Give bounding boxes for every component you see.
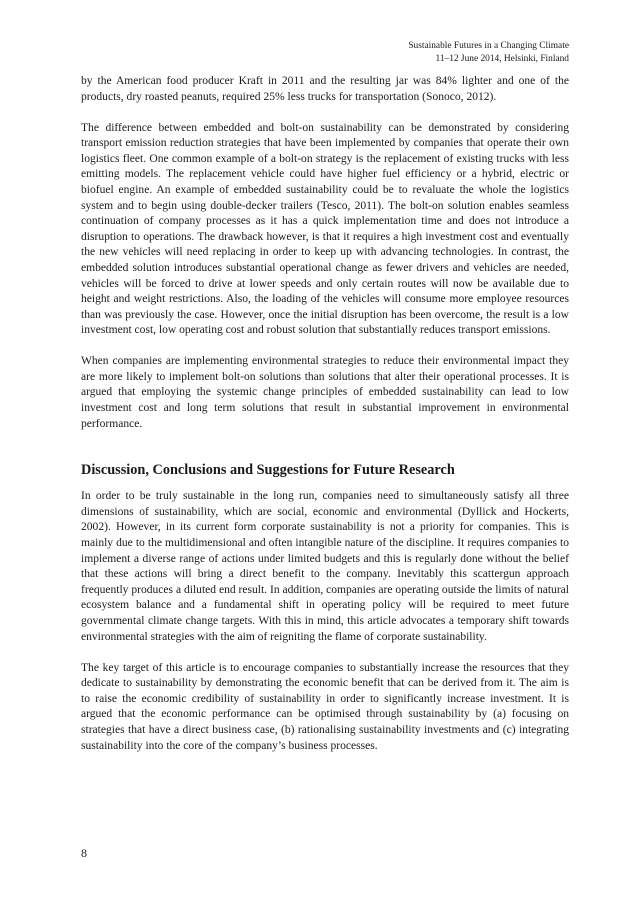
page-number: 8 xyxy=(81,846,87,860)
header-conference-title: Sustainable Futures in a Changing Climate xyxy=(408,41,569,51)
body-paragraph: The key target of this article is to encourage companies to substantially increase the resources that they dedicate to sustainability by demonstrating the economic benefit that can be derived from it. The aim is to raise the economic credibility of sustainability in order to significantly increase investment. It is argued that the economic performance can be optimised through sustainability by (a) focusing on strategies that have a direct business case, (b) rationalising sustainability investments and (c) integrating sustainability into the core of the company’s business processes. xyxy=(81,661,569,752)
body-paragraph: In order to be truly sustainable in the long run, companies need to simultaneously satisfy all three dimensions of sustainability, which are social, economic and environmental (Dyllick and Hockerts, 2002). However, in its current form corporate sustainability is not a priority for companies. This is mainly due to the multidimensional and often intangible nature of the discipline. It requires companies to implement a diverse range of actions under limited budgets and this is regularly done without the belief that these actions will bring a direct benefit to the company. Inevitably this scattergun approach frequently produces a diluted end result. In addition, companies are operating outside the limits of natural ecosystem balance and a fundamental shift in operating policy will be required to meet future governmental climate change targets. With this in mind, this article advocates a temporary shift towards environmental strategies with the aim of reigniting the flame of corporate sustainability. xyxy=(81,490,569,643)
body-paragraph: The difference between embedded and bolt-on sustainability can be demonstrated by considering transport emission reduction strategies that have been implemented by companies that operate their own logistics fleet. One common example of a bolt-on strategy is the replacement of existing trucks with less emitting models. The replacement vehicle could have higher fuel efficiency or a hybrid, electric or biofuel engine. An example of embedded sustainability could be to revaluate the whole the logistics system and to begin using double-decker trailers (Tesco, 2011). The bolt-on solution enables seamless continuation of company processes as it has a quick implementation time and does not introduce a disruption to operations. The drawback however, is that it requires a high investment cost and eventually the new vehicles will need replacing in order to keep up with advancing technologies. In contrast, the embedded solution introduces substantial operational change as fewer drivers and vehicles are needed, vehicles will be forced to drive at lower speeds and only certain routes will now be available due to height and weight restrictions. Also, the loading of the vehicles will consume more employee resources than was previously the case. However, once the initial disruption has been overcome, the result is a low investment cost, low operating cost and robust solution that substantially reduces transport emissions. xyxy=(81,121,569,337)
running-header xyxy=(408,40,569,66)
body-paragraph: by the American food producer Kraft in 2011 and the resulting jar was 84% lighter and one of the products, dry roasted peanuts, required 25% less trucks for transportation (Sonoco, 2012). xyxy=(81,75,569,103)
body-paragraph: When companies are implementing environmental strategies to reduce their environmental impact they are more likely to implement bolt-on solutions than solutions that alter their operational processes. It is argued that employing the systemic change principles of embedded sustainability can lead to low investment cost and long term solutions that result in substantial improvement in environmental performance. xyxy=(81,355,569,430)
header-conference-date: 11–12 June 2014, Helsinki, Finland xyxy=(435,54,569,64)
page-body xyxy=(81,74,569,770)
section-heading: Discussion, Conclusions and Suggestions for Future Research xyxy=(81,462,455,479)
